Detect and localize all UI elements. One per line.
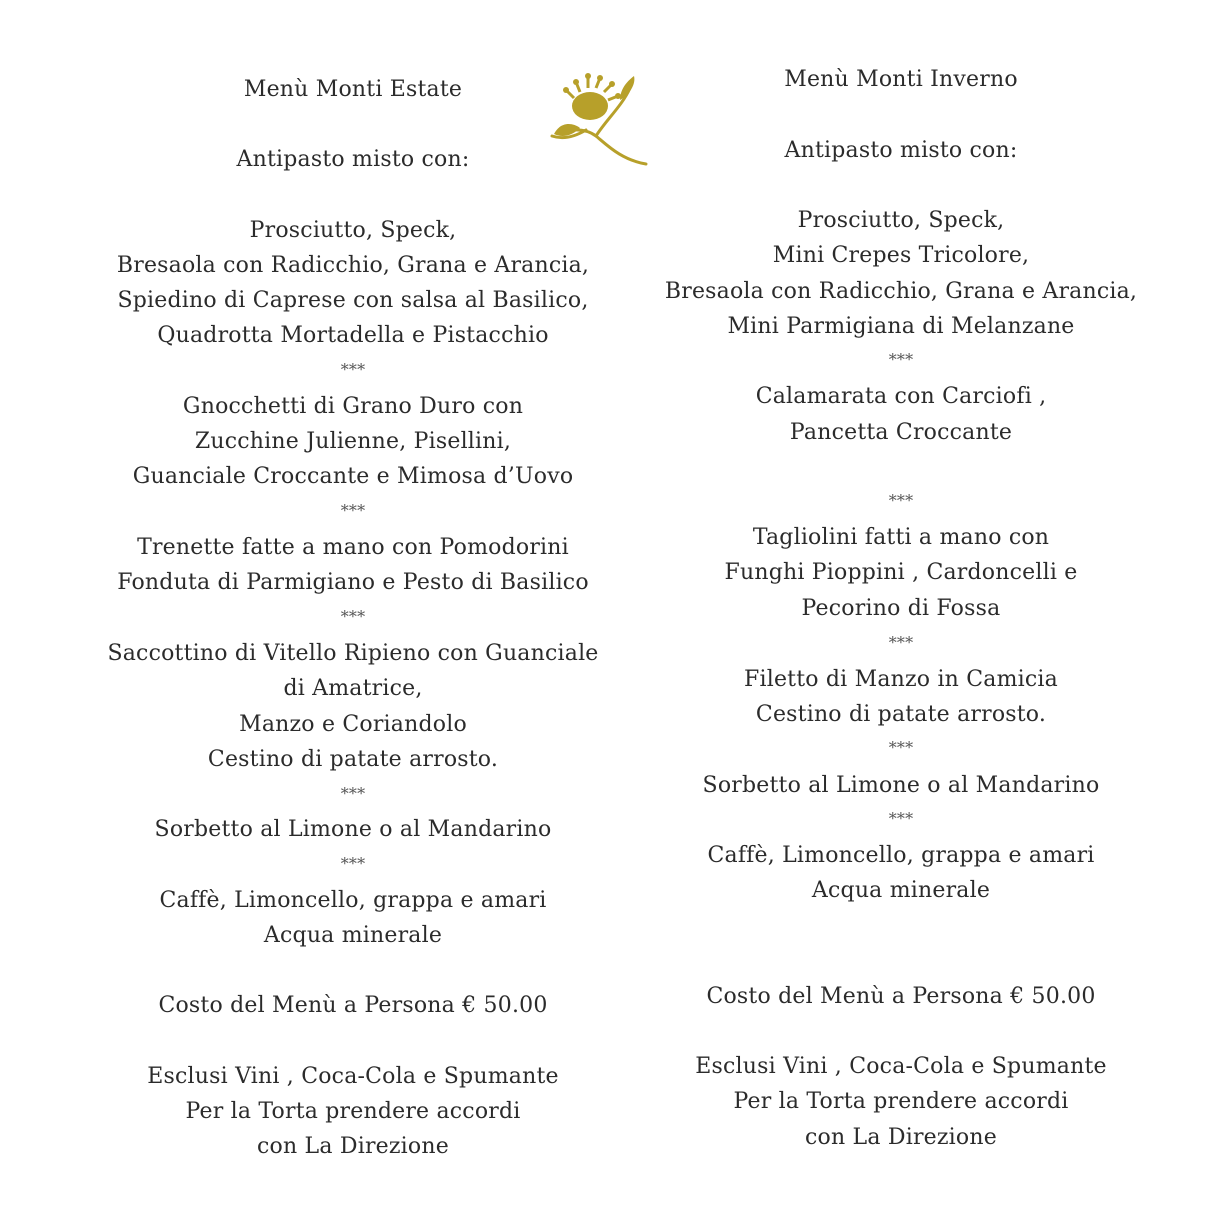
summer-menu (93, 0, 613, 1228)
winter-antipasto-1: Prosciutto, Speck, (797, 208, 1005, 233)
winter-secondo-1: Filetto di Manzo in Camicia (744, 667, 1058, 692)
summer-primo1-3: Guanciale Croccante e Mimosa d’Uovo (132, 464, 574, 489)
summer-note-3: con La Direzione (257, 1134, 449, 1159)
summer-title: Menù Monti Estate (243, 77, 463, 102)
winter-antipasto-3: Bresaola con Radicchio, Grana e Arancia, (664, 279, 1138, 304)
winter-note-1: Esclusi Vini , Coca-Cola e Spumante (695, 1054, 1107, 1079)
winter-fine-1: Caffè, Limoncello, grappa e amari (707, 843, 1095, 868)
summer-secondo-1: Saccottino di Vitello Ripieno con Guanciale (107, 641, 599, 666)
winter-secondo-2: Cestino di patate arrosto. (755, 702, 1047, 727)
summer-price: Costo del Menù a Persona € 50.00 (158, 993, 548, 1018)
winter-intro: Antipasto misto con: (784, 138, 1018, 163)
summer-separator: *** (340, 501, 366, 520)
summer-antipasto-4: Quadrotta Mortadella e Pistacchio (157, 323, 549, 348)
summer-separator: *** (340, 360, 366, 379)
winter-antipasto-4: Mini Parmigiana di Melanzane (727, 314, 1075, 339)
winter-note-3: con La Direzione (805, 1125, 997, 1150)
summer-separator: *** (340, 607, 366, 626)
summer-secondo-3: Manzo e Coriandolo (239, 712, 467, 737)
summer-antipasto-2: Bresaola con Radicchio, Grana e Arancia, (116, 253, 590, 278)
summer-secondo-4: Cestino di patate arrosto. (207, 747, 499, 772)
winter-price: Costo del Menù a Persona € 50.00 (706, 984, 1096, 1009)
summer-antipasto-3: Spiedino di Caprese con salsa al Basilico, (117, 288, 589, 313)
summer-intro: Antipasto misto con: (236, 147, 470, 172)
summer-primo2-2: Fonduta di Parmigiano e Pesto di Basilico (117, 570, 589, 595)
summer-primo1-2: Zucchine Julienne, Pisellini, (194, 429, 512, 454)
summer-separator: *** (340, 854, 366, 873)
winter-separator: *** (888, 633, 914, 652)
winter-title: Menù Monti Inverno (784, 67, 1018, 92)
winter-primo2-1: Tagliolini fatti a mano con (752, 525, 1050, 550)
winter-separator: *** (888, 491, 914, 510)
winter-note-2: Per la Torta prendere accordi (733, 1089, 1069, 1114)
summer-primo2-1: Trenette fatte a mano con Pomodorini (137, 535, 569, 560)
winter-primo2-2: Funghi Pioppini , Cardoncelli e (724, 560, 1078, 585)
summer-sorbetto: Sorbetto al Limone o al Mandarino (154, 817, 552, 842)
winter-primo2-3: Pecorino di Fossa (801, 596, 1001, 621)
winter-fine-2: Acqua minerale (811, 878, 991, 903)
summer-secondo-2: di Amatrice, (283, 676, 423, 701)
winter-separator: *** (888, 809, 914, 828)
summer-fine-2: Acqua minerale (263, 923, 443, 948)
winter-antipasto-2: Mini Crepes Tricolore, (772, 243, 1030, 268)
winter-separator: *** (888, 350, 914, 369)
summer-separator: *** (340, 784, 366, 803)
winter-separator: *** (888, 738, 914, 757)
winter-primo1-2: Pancetta Croccante (789, 420, 1013, 445)
summer-primo1-1: Gnocchetti di Grano Duro con (182, 394, 524, 419)
winter-menu (641, 0, 1161, 1228)
summer-fine-1: Caffè, Limoncello, grappa e amari (159, 888, 547, 913)
summer-note-1: Esclusi Vini , Coca-Cola e Spumante (147, 1064, 559, 1089)
winter-sorbetto: Sorbetto al Limone o al Mandarino (702, 773, 1100, 798)
summer-antipasto-1: Prosciutto, Speck, (249, 218, 457, 243)
winter-primo1-1: Calamarata con Carciofi , (755, 384, 1047, 409)
summer-note-2: Per la Torta prendere accordi (185, 1099, 521, 1124)
